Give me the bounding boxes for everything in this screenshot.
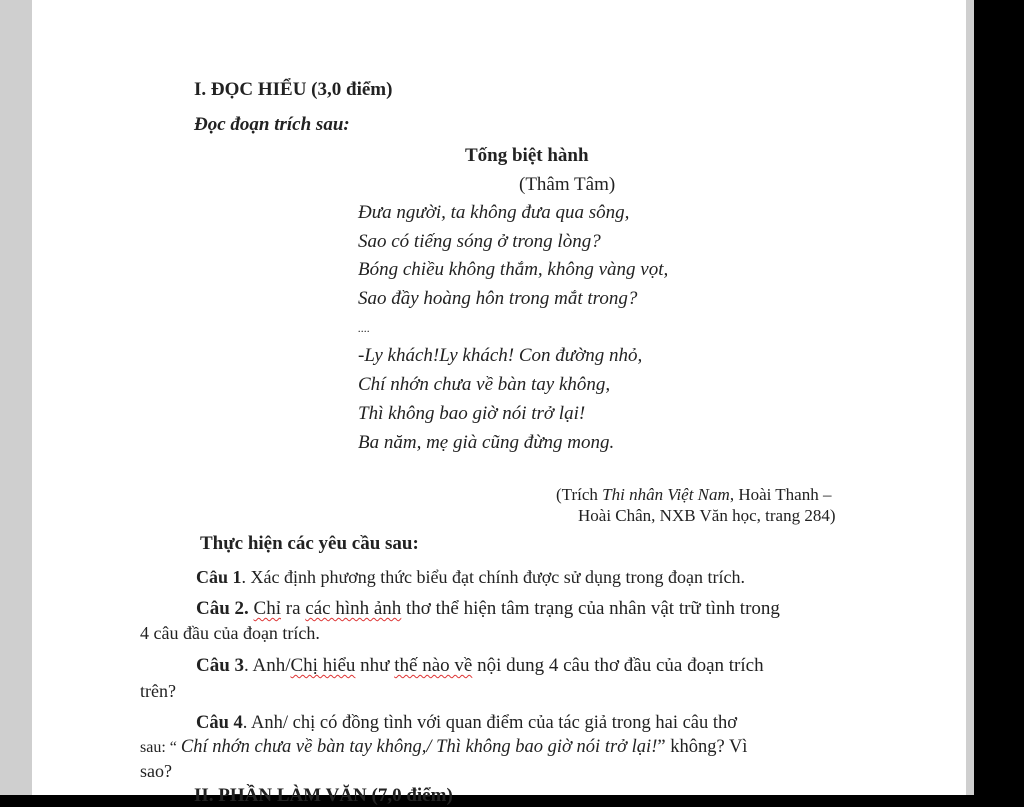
- poem-line: Sao có tiếng sóng ở trong lòng?: [358, 230, 601, 252]
- question-2-line2: 4 câu đầu của đoạn trích.: [140, 623, 320, 643]
- question-3-line2: trên?: [140, 681, 176, 701]
- poem-line: Thì không bao giờ nói trở lại!: [358, 402, 586, 424]
- poem-line: Ba năm, mẹ già cũng đừng mong.: [358, 431, 615, 453]
- poem-line: Chí nhớn chưa về bàn tay không,: [358, 374, 611, 396]
- next-section-heading-partial: II. PHẦN LÀM VĂN (7,0 điểm): [194, 785, 453, 806]
- question-4-line3: sao?: [140, 761, 172, 781]
- question-3-line1: Câu 3. Anh/Chị hiểu như thế nào về nội dung 4 câu thơ đầu của đoạn trích: [196, 655, 764, 676]
- poem-line: Bóng chiều không thắm, không vàng vọt,: [358, 259, 669, 281]
- source-citation-line1: (Trích Thi nhân Việt Nam, Hoài Thanh –: [556, 485, 832, 504]
- left-margin: [0, 0, 32, 795]
- poem-ellipsis: ....: [358, 320, 370, 335]
- requirements-heading: Thực hiện các yêu cầu sau:: [200, 533, 419, 554]
- question-4-line2: sau: “ Chí nhớn chưa về bàn tay không,/ Thì không bao giờ nói trở lại!” không? Vì: [140, 737, 748, 757]
- poem-line: Đưa người, ta không đưa qua sông,: [358, 202, 630, 223]
- question-2-line1: Câu 2. Chỉ ra các hình ảnh thơ thể hiện tâm trạng của nhân vật trữ tình trong: [196, 598, 780, 619]
- poem-line: -Ly khách!Ly khách! Con đường nhỏ,: [358, 345, 643, 367]
- poem-body: [358, 201, 668, 459]
- document-page: [32, 0, 966, 806]
- poem-line: Sao đầy hoàng hôn trong mắt trong?: [358, 288, 638, 310]
- source-citation-line2: Hoài Chân, NXB Văn học, trang 284): [578, 506, 836, 525]
- section-heading: I. ĐỌC HIỂU (3,0 điểm): [194, 79, 393, 100]
- instruction-text: Đọc đoạn trích sau:: [194, 114, 350, 135]
- question-4-line1: Câu 4. Anh/ chị có đồng tình với quan điểm của tác giả trong hai câu thơ: [196, 713, 738, 733]
- right-margin: [966, 0, 974, 795]
- question-1: Câu 1. Xác định phương thức biểu đạt chính được sử dụng trong đoạn trích.: [196, 567, 745, 587]
- poem-title: Tống biệt hành: [465, 145, 589, 166]
- poem-author: (Thâm Tâm): [519, 174, 616, 195]
